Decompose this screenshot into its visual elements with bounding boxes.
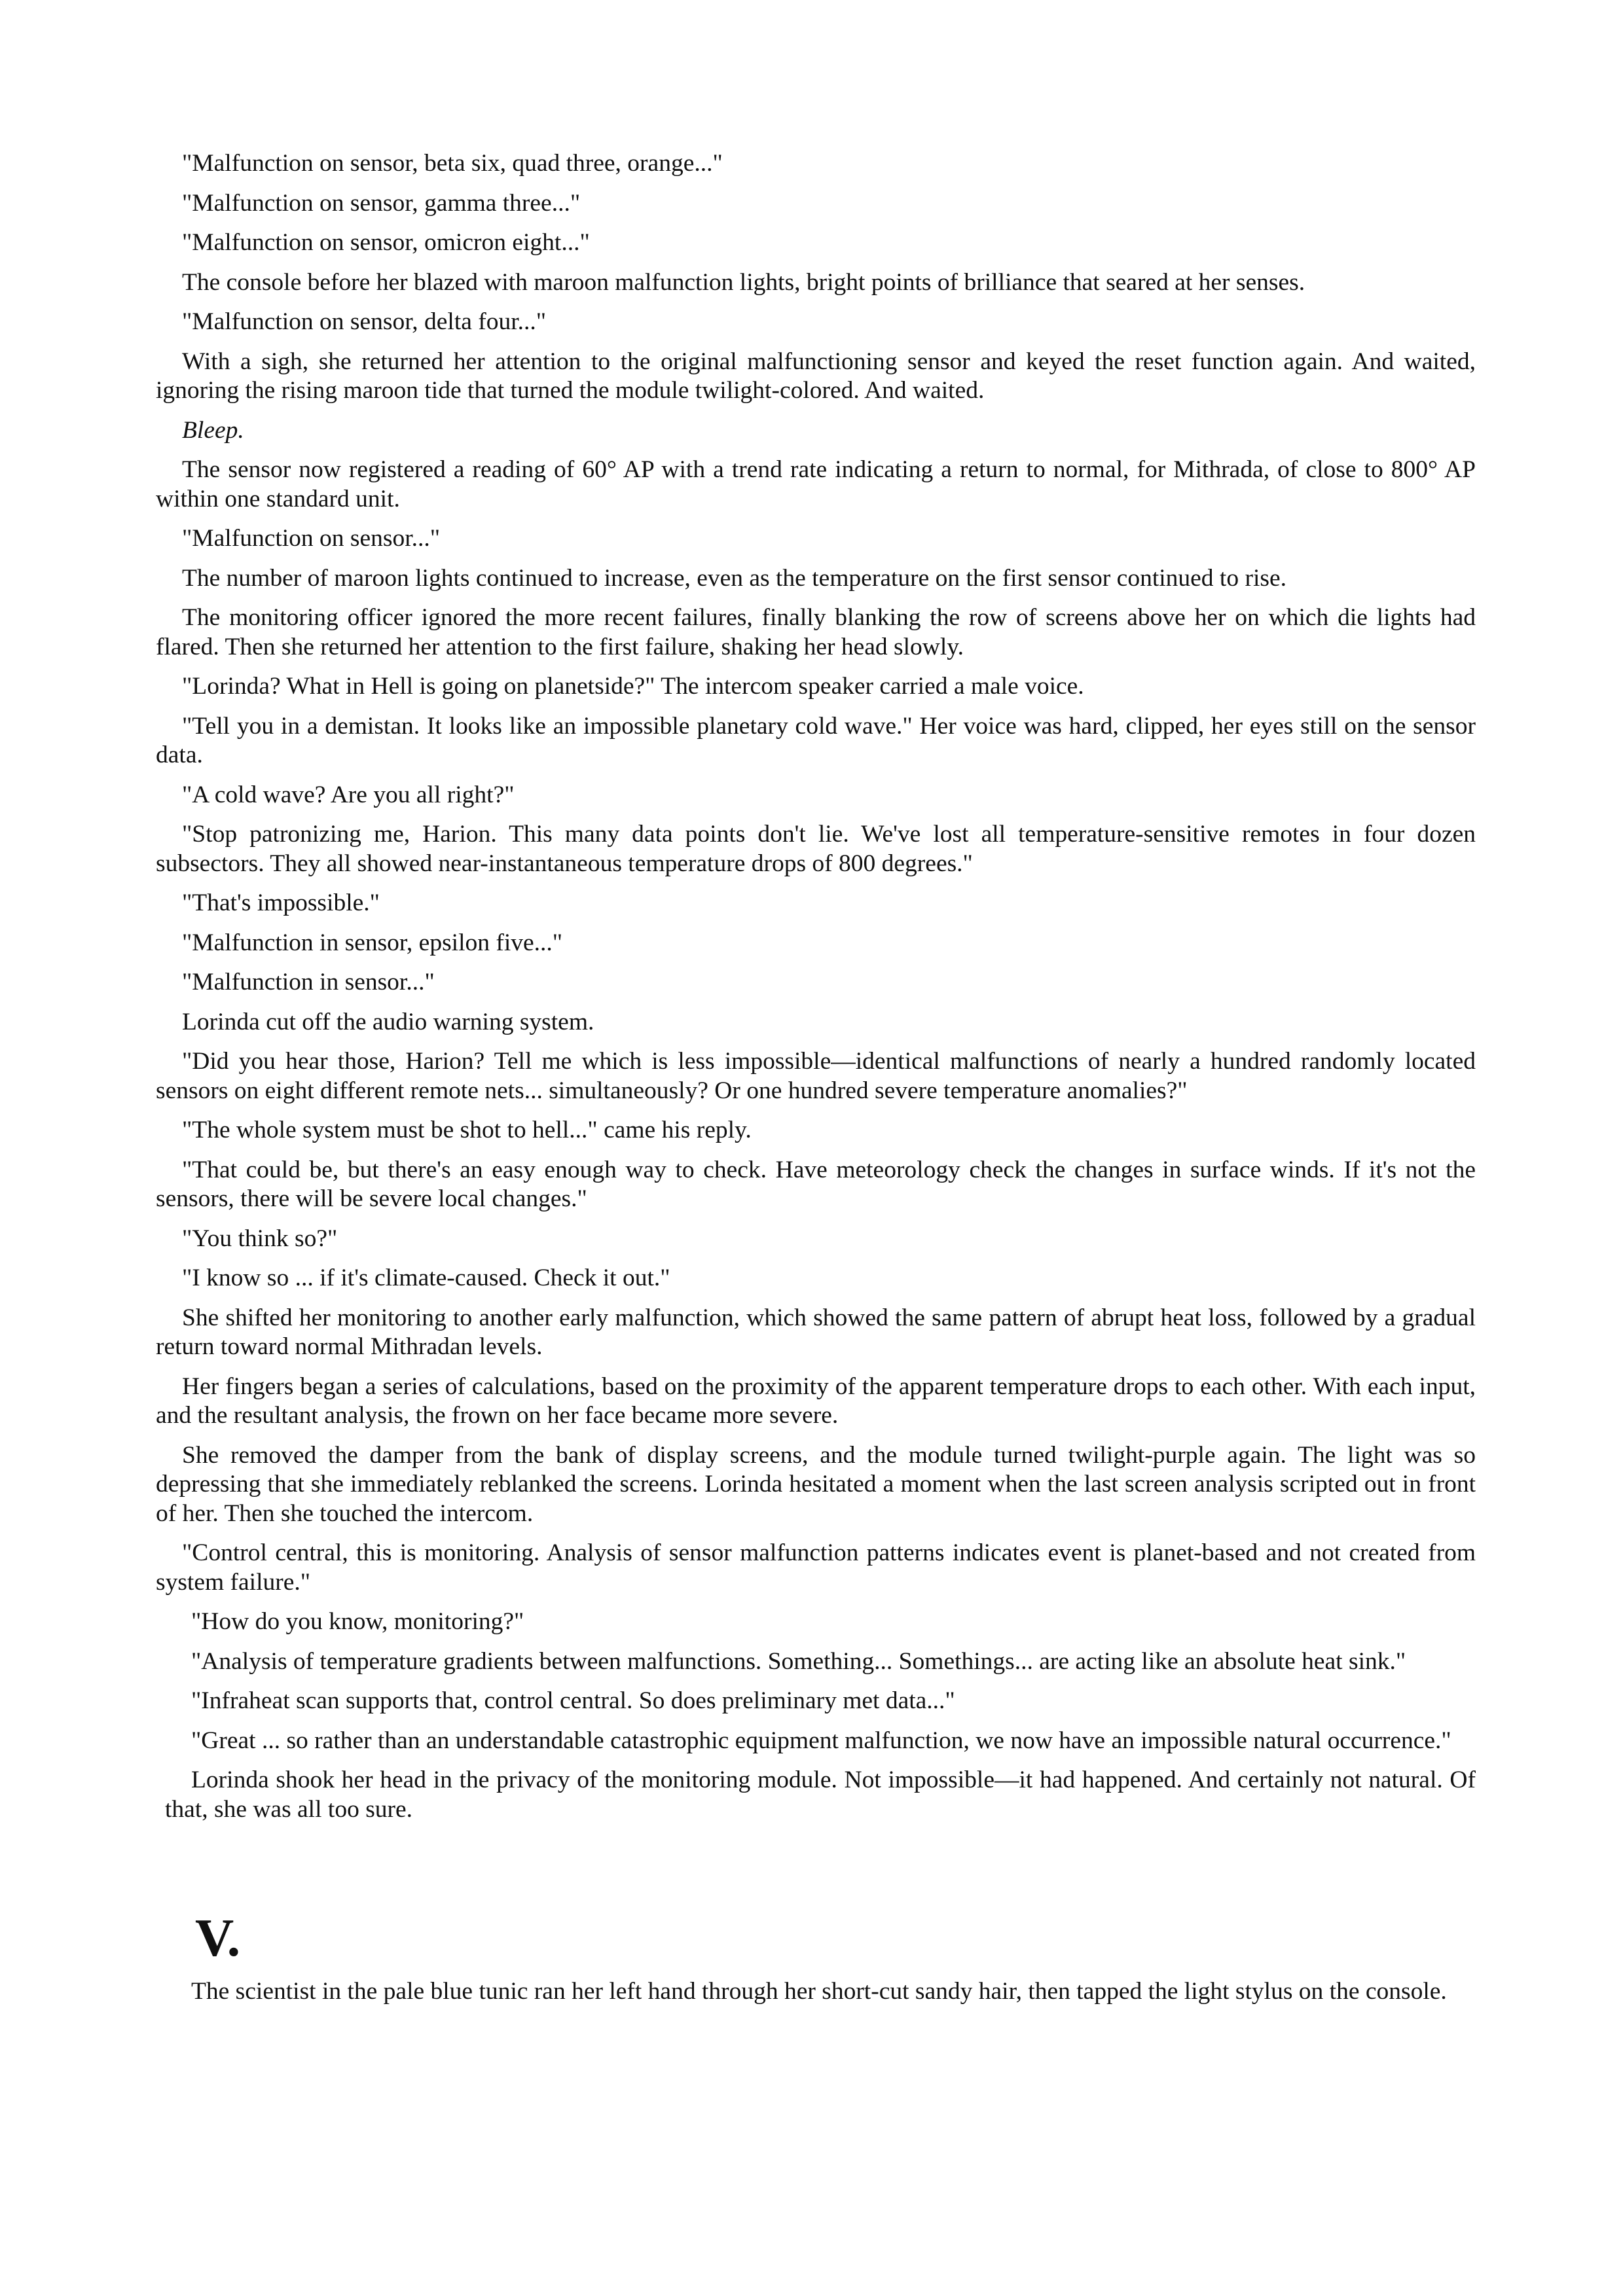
paragraph-25: She shifted her monitoring to another early malfunction, which showed the same pattern of abrupt heat loss, followed by a gradual return toward normal Mithradan levels. [156, 1304, 1476, 1360]
paragraph-18: "Malfunction in sensor..." [182, 969, 435, 996]
paragraph-10: The number of maroon lights continued to increase, even as the temperature on the first sensor continued to rise. [182, 564, 1286, 592]
document-page [156, 149, 1476, 2017]
paragraph-31: "Infraheat scan supports that, control central. So does preliminary met data..." [191, 1687, 955, 1714]
paragraph-33: Lorinda shook her head in the privacy of the monitoring module. Not impossible—it had happened. And certainly not natural. Of that, she was all too sure. [165, 1767, 1476, 1823]
paragraph-14: "A cold wave? Are you all right?" [182, 781, 515, 808]
paragraph-23: "You think so?" [182, 1225, 338, 1252]
paragraph-20: "Did you hear those, Harion? Tell me which is less impossible—identical malfunctions of nearly a hundred randomly located sensors on eight different remote nets... simultaneously? Or one hundred severe temperature anomalies?" [156, 1048, 1476, 1104]
paragraph-5: "Malfunction on sensor, delta four..." [182, 308, 547, 335]
paragraph-24: "I know so ... if it's climate-caused. Check it out." [182, 1265, 670, 1291]
paragraph-12: "Lorinda? What in Hell is going on planetside?" The intercom speaker carried a male voice. [182, 673, 1084, 700]
paragraph-13: "Tell you in a demistan. It looks like an impossible planetary cold wave." Her voice was hard, clipped, her eyes still on the sensor data. [156, 712, 1476, 768]
paragraph-4: The console before her blazed with maroon malfunction lights, bright points of brilliance that seared at her senses. [182, 268, 1305, 296]
paragraph-28: "Control central, this is monitoring. Analysis of sensor malfunction patterns indicates event is planet-based and not created from system failure." [156, 1539, 1476, 1596]
paragraph-21: "The whole system must be shot to hell..." came his reply. [182, 1117, 752, 1143]
paragraph-8: The sensor now registered a reading of 60° AP with a trend rate indicating a return to normal, for Mithrada, of close to 800° AP within one standard unit. [156, 456, 1476, 512]
paragraph-7: Bleep. [182, 416, 244, 444]
paragraph-1: "Malfunction on sensor, beta six, quad three, orange..." [182, 150, 723, 177]
paragraph-30: "Analysis of temperature gradients between malfunctions. Something... Somethings... are acting like an absolute heat sink." [191, 1647, 1406, 1675]
paragraph-15: "Stop patronizing me, Harion. This many data points don't lie. We've lost all temperature-sensitive remotes in four dozen subsectors. They all showed near-instantaneous temperature drops of 800 degrees." [156, 821, 1476, 877]
paragraph-9: "Malfunction on sensor..." [182, 525, 441, 552]
paragraph-26: Her fingers began a series of calculations, based on the proximity of the apparent temperature drops to each other. With each input, and the resultant analysis, the frown on her face became more severe. [156, 1372, 1476, 1429]
paragraph-17: "Malfunction in sensor, epsilon five..." [182, 929, 563, 956]
chapter-heading: V. [195, 1908, 241, 1967]
paragraph-29: "How do you know, monitoring?" [191, 1608, 524, 1635]
paragraph-22: "That could be, but there's an easy enough way to check. Have meteorology check the changes in surface winds. If it's not the sensors, there will be severe local changes." [156, 1156, 1476, 1212]
paragraph-27: She removed the damper from the bank of display screens, and the module turned twilight-purple again. The light was so depressing that she immediately reblanked the screens. Lorinda hesitated a moment when the last screen analysis scripted out in front of her. Then she touched the intercom. [156, 1441, 1476, 1527]
paragraph-19: Lorinda cut off the audio warning system. [182, 1008, 594, 1035]
paragraph-6: With a sigh, she returned her attention to the original malfunctioning sensor and keyed the reset function again. And waited, ignoring the rising maroon tide that turned the module twilight-colored. And waited. [156, 348, 1476, 404]
chapter-paragraph-1: The scientist in the pale blue tunic ran her left hand through her short-cut sandy hair, then tapped the light stylus on the console. [191, 1978, 1447, 2005]
paragraph-32: "Great ... so rather than an understandable catastrophic equipment malfunction, we now have an impossible natural occurrence." [191, 1727, 1451, 1754]
paragraph-2: "Malfunction on sensor, gamma three..." [182, 189, 581, 217]
paragraph-11: The monitoring officer ignored the more recent failures, finally blanking the row of screens above her on which die lights had flared. Then she returned her attention to the first failure, shaking her head slowly. [156, 604, 1476, 660]
paragraph-3: "Malfunction on sensor, omicron eight..." [182, 229, 590, 256]
paragraph-16: "That's impossible." [182, 889, 380, 916]
